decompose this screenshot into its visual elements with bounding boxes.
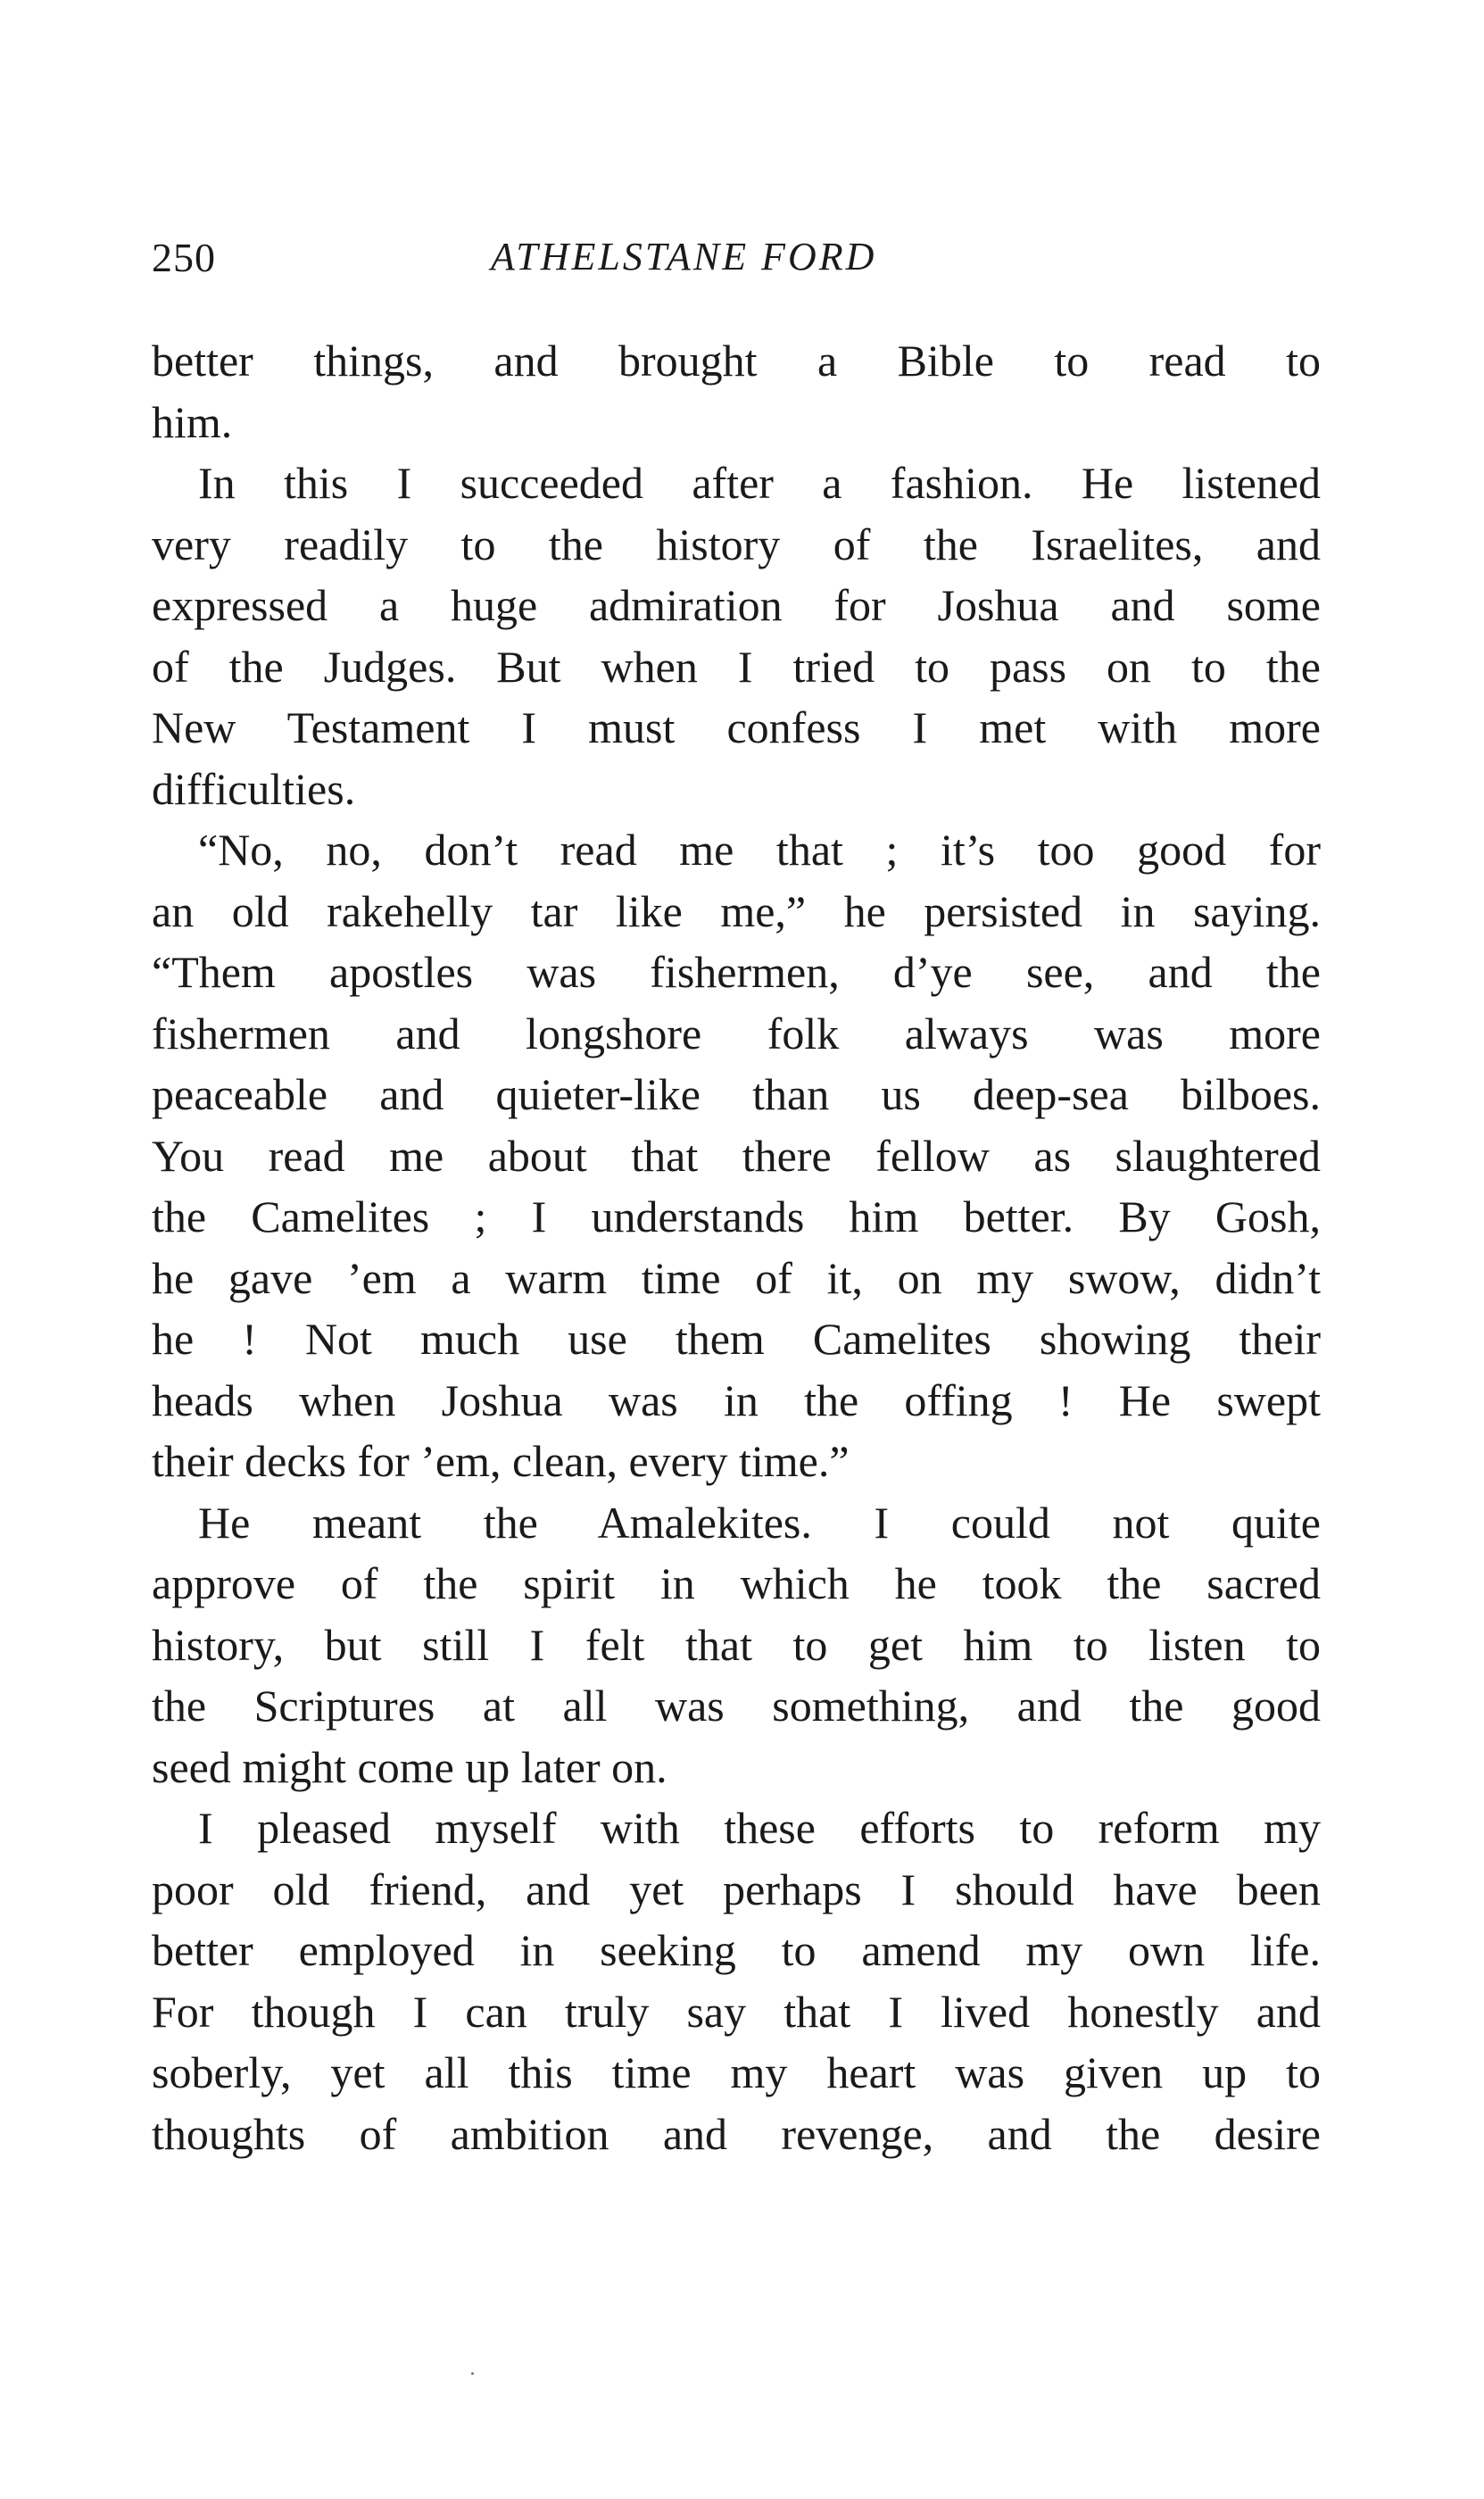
text-line: I pleased myself with these efforts to reform my: [198, 1803, 1321, 1853]
text-line: better things, and brought a Bible to read to: [152, 336, 1321, 386]
text-line: him.: [152, 396, 233, 447]
text-line: approve of the spirit in which he took the sacred: [152, 1558, 1321, 1608]
running-head: [152, 234, 1321, 287]
text-line: their decks for ’em, clean, every time.”: [152, 1436, 850, 1486]
text-line: the Camelites ; I understands him better. By Gosh,: [152, 1191, 1321, 1241]
text-line: soberly, yet all this time my heart was given up to: [152, 2047, 1321, 2097]
text-line: In this I succeeded after a fashion. He listened: [198, 458, 1321, 508]
text-line: he gave ’em a warm time of it, on my swow, didn’t: [152, 1252, 1321, 1303]
scan-speck: [471, 2372, 474, 2375]
text-line: peaceable and quieter-like than us deep-sea bilboes.: [152, 1069, 1321, 1119]
text-line: heads when Joshua was in the offing ! He swept: [152, 1374, 1321, 1425]
page-number: 250: [152, 235, 216, 280]
text-line: He meant the Amalekites. I could not quite: [198, 1497, 1321, 1548]
text-line: of the Judges. But when I tried to pass on to the: [152, 641, 1321, 692]
text-line: “Them apostles was fishermen, d’ye see, and the: [152, 947, 1321, 997]
text-line: better employed in seeking to amend my own life.: [152, 1925, 1321, 1975]
text-line: poor old friend, and yet perhaps I should have been: [152, 1864, 1321, 1914]
text-line: seed might come up later on.: [152, 1741, 667, 1792]
body-text: [152, 330, 1321, 2164]
text-line: history, but still I felt that to get him to listen to: [152, 1619, 1321, 1670]
text-line: he ! Not much use them Camelites showing their: [152, 1314, 1321, 1364]
text-line: “No, no, don’t read me that ; it’s too good for: [198, 825, 1321, 875]
text-line: fishermen and longshore folk always was more: [152, 1008, 1321, 1059]
text-line: thoughts of ambition and revenge, and the desire: [152, 2108, 1321, 2159]
running-title: ATHELSTANE FORD: [491, 235, 877, 278]
text-line: very readily to the history of the Israelites, and: [152, 519, 1321, 569]
text-line: You read me about that there fellow as slaughtered: [152, 1130, 1321, 1181]
text-line: the Scriptures at all was something, and the good: [152, 1681, 1321, 1731]
text-line: an old rakehelly tar like me,” he persisted in saying.: [152, 885, 1321, 936]
text-line: New Testament I must confess I met with more: [152, 702, 1321, 752]
text-line: difficulties.: [152, 763, 356, 814]
text-line: expressed a huge admiration for Joshua and some: [152, 580, 1321, 630]
text-line: For though I can truly say that I lived honestly and: [152, 1986, 1321, 2037]
